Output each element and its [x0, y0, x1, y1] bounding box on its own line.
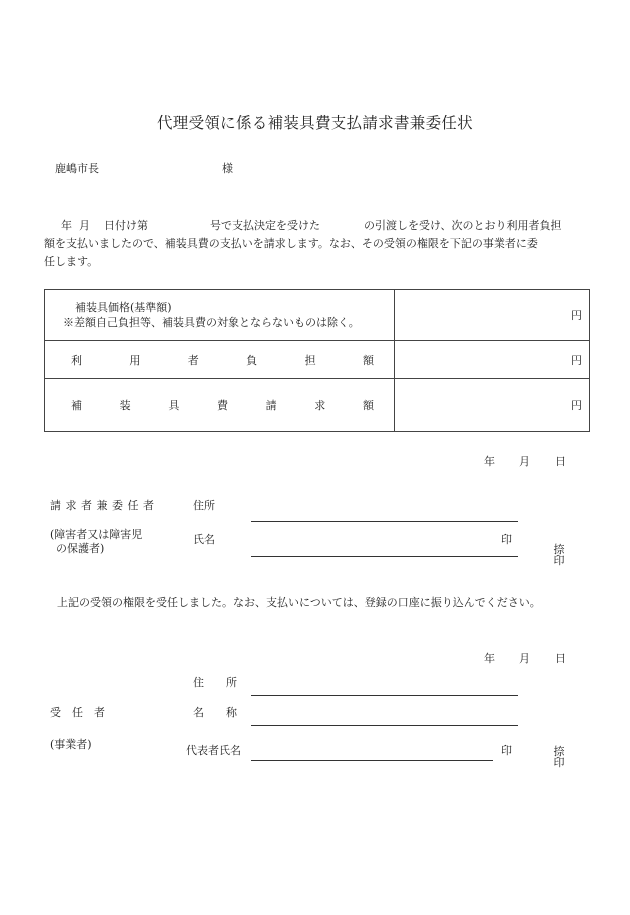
contractor-address-line[interactable] [251, 695, 518, 696]
user-burden-label [45, 352, 394, 368]
addressee-city: 鹿嶋市長 [55, 162, 99, 175]
contractor-sub: (事業者) [50, 738, 92, 751]
date1-month: 月 [519, 455, 530, 468]
date2-year: 年 [484, 652, 495, 665]
label-char: 補 [71, 399, 82, 412]
intro-line3: 任します。 [44, 255, 99, 268]
label-char: 額 [362, 353, 374, 367]
table-row [45, 290, 590, 341]
yen-unit: 円 [571, 399, 582, 412]
requester-address-label: 住所 [193, 499, 215, 512]
intro-line1-tail: の引渡しを受け、次のとおり利用者負担 [364, 219, 562, 232]
intro-year: 年 [61, 219, 72, 232]
contractor-heading: 受 任 者 [50, 706, 105, 719]
table-row [45, 341, 590, 379]
label-char: 用 [129, 353, 141, 367]
label-char: 費 [216, 399, 228, 412]
label-char: 負 [246, 353, 258, 367]
requester-sub1: (障害者又は障害児 [50, 528, 143, 541]
date2-month: 月 [519, 652, 530, 665]
yen-unit: 円 [571, 309, 582, 322]
price-label-cell [45, 290, 395, 341]
requester-sub2: の保護者) [56, 542, 105, 555]
amount-table [44, 289, 590, 432]
intro-go: 号で支払決定を受けた [210, 219, 320, 232]
label-char: 具 [168, 399, 180, 412]
requester-heading: 請 求 者 兼 委 任 者 [50, 499, 155, 512]
contractor-seal: 印 [501, 744, 512, 757]
claim-amount-label-cell [45, 379, 395, 432]
requester-address-line[interactable] [251, 521, 518, 522]
intro-day-no: 日付け第 [104, 219, 148, 232]
price-value-cell[interactable] [395, 290, 590, 341]
label-char: 者 [187, 353, 199, 367]
claim-amount-value-cell[interactable] [395, 379, 590, 432]
addressee-honorific: 様 [222, 162, 233, 175]
label-char: 装 [119, 399, 131, 412]
price-note: ※差額自己負担等、補装具費の対象とならないものは除く。 [63, 316, 360, 329]
acceptance-text: 上記の受領の権限を受任しました。なお、支払いについては、登録の口座に振り込んでください。 [57, 596, 541, 609]
date1-year: 年 [484, 455, 495, 468]
contractor-rep-line[interactable] [251, 760, 493, 761]
contractor-name-line[interactable] [251, 725, 518, 726]
date2-day: 日 [555, 652, 566, 665]
intro-line2: 額を支払いましたので、補装具費の支払いを請求します。なお、その受領の権限を下記の事業者に委 [44, 237, 538, 250]
intro-month: 月 [79, 219, 90, 232]
contractor-address-label: 住 所 [193, 676, 237, 689]
yen-unit: 円 [571, 353, 582, 367]
document-title: 代理受領に係る補装具費支払請求書兼委任状 [156, 114, 473, 132]
requester-seal: 印 [501, 533, 512, 546]
label-char: 担 [304, 353, 316, 367]
label-char: 請 [265, 399, 277, 412]
price-label: 補装具価格(基準額) [75, 301, 172, 314]
label-char: 利 [71, 353, 82, 367]
contractor-sign-seal: 捺印 [553, 745, 565, 769]
date1-day: 日 [555, 455, 566, 468]
contractor-name-label: 名 称 [193, 706, 237, 719]
table-row [45, 379, 590, 432]
claim-amount-label [45, 397, 394, 413]
user-burden-label-cell [45, 341, 395, 379]
label-char: 額 [362, 399, 374, 412]
label-char: 求 [314, 399, 326, 412]
requester-name-line[interactable] [251, 556, 518, 557]
requester-sign-seal: 捺印 [553, 543, 565, 567]
contractor-rep-label: 代表者氏名 [186, 744, 241, 757]
user-burden-value-cell[interactable] [395, 341, 590, 379]
requester-name-label: 氏名 [193, 533, 215, 546]
